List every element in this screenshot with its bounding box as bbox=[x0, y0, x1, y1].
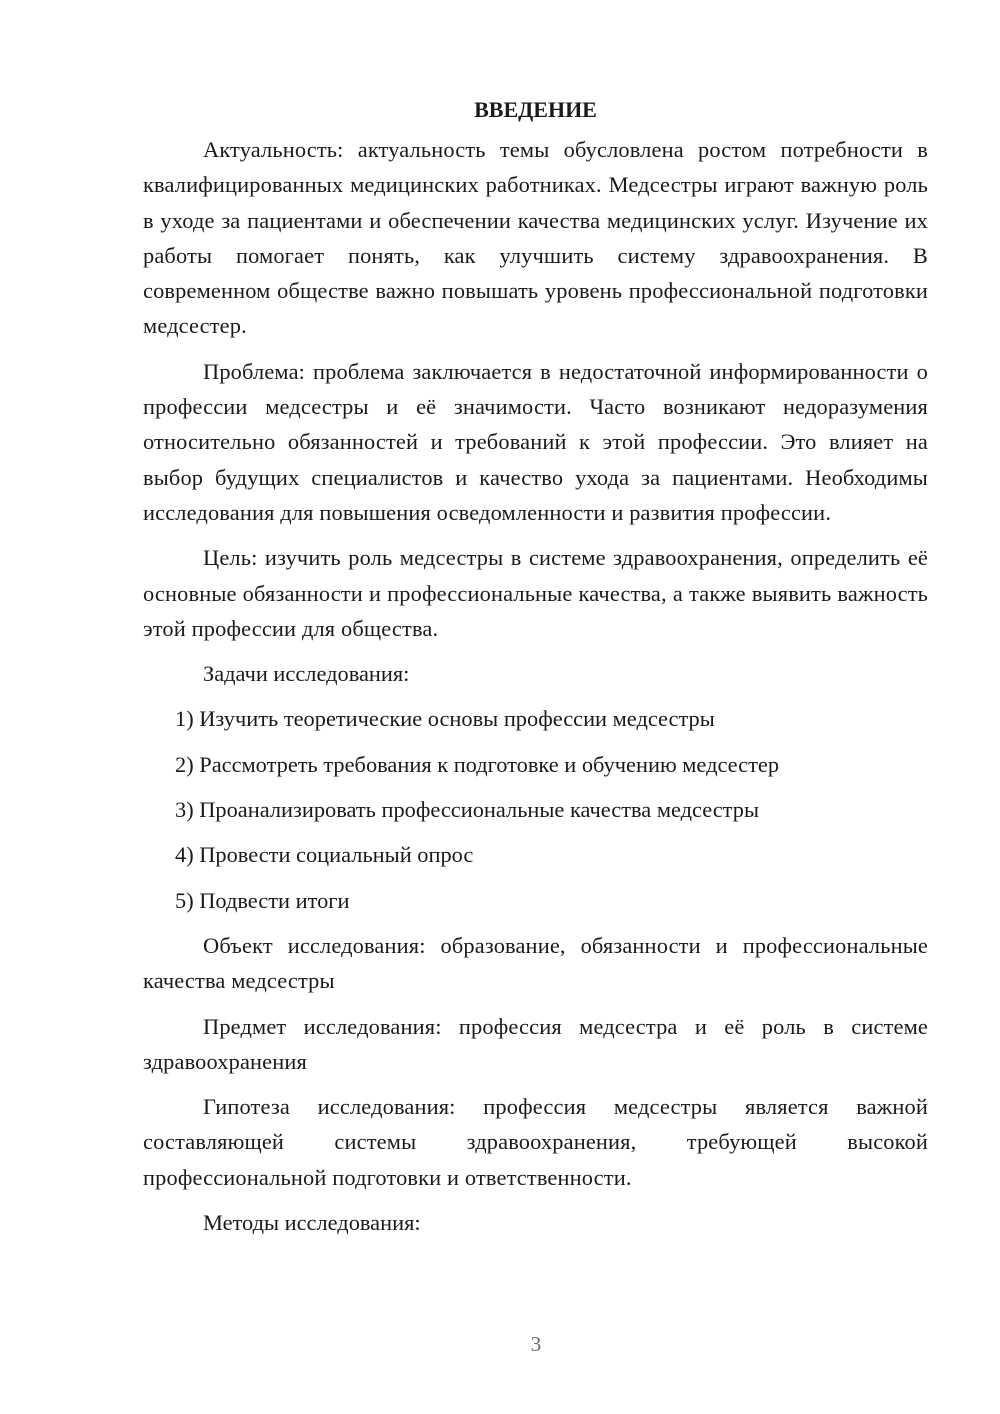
tasks-list bbox=[143, 701, 928, 917]
tasks-label: Задачи исследования: bbox=[203, 661, 410, 687]
methods-label: Методы исследования: bbox=[203, 1210, 421, 1236]
section-heading: ВВЕДЕНИЕ bbox=[474, 97, 597, 122]
object-paragraph: Объект исследования: образование, обязанности и профессиональные качества медсестры bbox=[143, 932, 928, 994]
list-item: 2) Рассмотреть требования к подготовке и обучению медсестер bbox=[175, 751, 780, 777]
page-content bbox=[143, 92, 928, 1250]
list-item: 1) Изучить теоретические основы профессии медсестры bbox=[175, 706, 715, 732]
list-item: 4) Провести социальный опрос bbox=[175, 842, 474, 868]
subject-paragraph: Предмет исследования: профессия медсестра и её роль в системе здравоохранения bbox=[143, 1013, 928, 1074]
list-item: 5) Подвести итоги bbox=[175, 887, 350, 913]
hypothesis-paragraph: Гипотеза исследования: профессия медсестры является важной составляющей системы здравоохранения, требующей высокой профессиональной подготовки и ответственности. bbox=[143, 1094, 928, 1190]
page-number: 3 bbox=[530, 1332, 542, 1356]
goal-paragraph: Цель: изучить роль медсестры в системе здравоохранения, определить её основные обязанности и профессиональные качества, а также выявить важность этой профессии для общества. bbox=[143, 545, 928, 641]
problem-paragraph: Проблема: проблема заключается в недостаточной информированности о профессии медсестры и её значимости. Часто возникают недоразумения относительно обязанностей и требований к этой профессии. Это влияет на выбор будущих специалистов и качество ухода за пациентами. Необходимы исследования для повышения осведомленности и развития профессии. bbox=[143, 358, 928, 525]
list-item: 3) Проанализировать профессиональные качества медсестры bbox=[175, 797, 759, 823]
relevance-paragraph: Актуальность: актуальность темы обусловлена ростом потребности в квалифицированных медицинских работниках. Медсестры играют важную роль в уходе за пациентами и обеспечении качества медицинских услуг. Изучение их работы помогает понять, как улучшить систему здравоохранения. В современном обществе важно повышать уровень профессиональной подготовки медсестер. bbox=[143, 137, 928, 339]
